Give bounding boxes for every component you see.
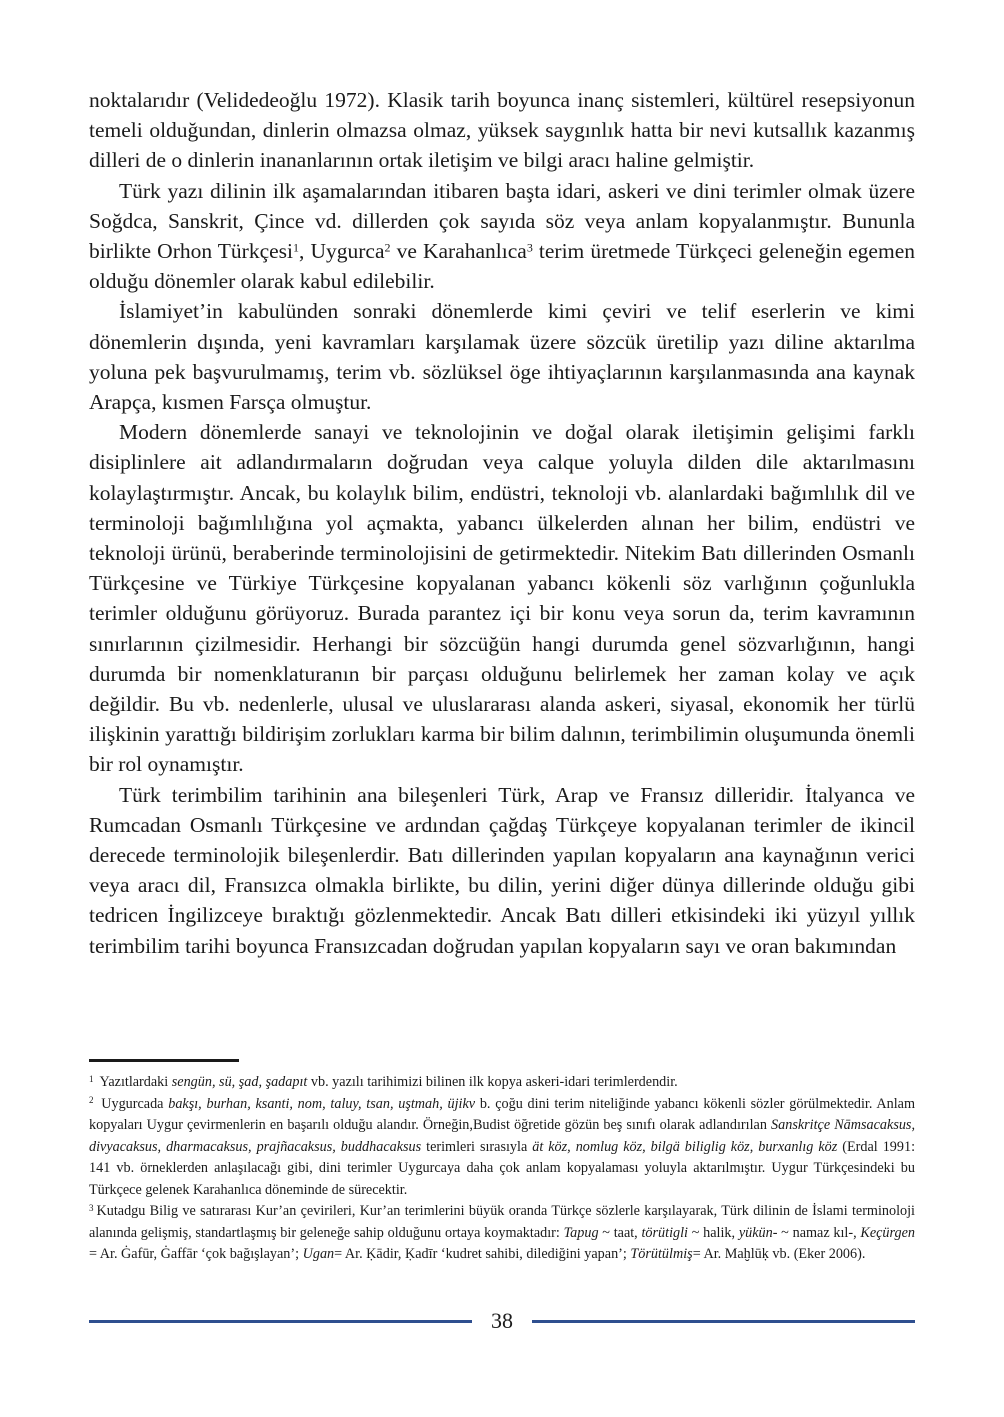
main-text: [89, 85, 915, 961]
page-footer: [89, 1306, 915, 1336]
footer-rule-left: [89, 1320, 472, 1323]
page-number: 38: [491, 1308, 513, 1333]
footnote-number: 2: [89, 1095, 94, 1106]
footnote-1: [89, 1072, 915, 1094]
footnote-text: vb. yazılı tarihimizi bilinen ilk kopya askeri-idari terimlerdendir.: [307, 1074, 678, 1090]
footer-rule-right: [532, 1320, 915, 1323]
paragraph-text: ve Karahanlıca: [390, 239, 527, 264]
paragraph: İslamiyet’in kabulünden sonraki dönemlerde kimi çeviri ve telif eserlerin ve kimi dönemlerin dışında, yeni kavramları karşılamak üzere sözcük üretilip yazı diline aktarılma yoluna pek başvurulmamış, terim vb. sözlüksel öge ihtiyaçlarının karşılanmasında ana kaynak Arapça, kısmen Farsça olmuştur.: [89, 299, 915, 415]
paragraph-text: Türk yazı dilinin ilk aşamalarından itibaren başta idari, askeri ve dini terimler olmak üzere Soğdca, Sanskrit, Çince vd. dillerden çok sayıda söz veya anlam kopyalanmıştır. Bununla birlikte Orhon Türkçesi: [89, 178, 915, 264]
footnote-separator: [89, 1059, 239, 1062]
paragraph: [89, 176, 915, 297]
footnote-italic: törütigli: [641, 1224, 688, 1241]
paragraph: Türk terimbilim tarihinin ana bileşenleri Türk, Arap ve Fransız dilleridir. İtalyanca ve Rumcadan Osmanlı Türkçesine ve ardından çağdaş Türkçeye kopyalanan terimler de ikincil derecede terminolojik bileşenlerdir. Batı dillerinden yapılan kopyaların ana kaynağının verici veya aracı dil, Fransızca olmakla birlikte, bu dilin, yerini diğer dünya dillerinde olduğu gibi tedricen İngilizceye bıraktığı gözlenmektedir. Ancak Batı dilleri etkisindeki iki yüzyıl yıllık terimbilim tarihi boyunca Fransızcadan doğrudan yapılan kopyaların sayı ve oran bakımından: [89, 782, 915, 958]
footnote-text: Kutadgu Bilig ve satırarası Kur’an çevirileri, Kur’an terimlerini büyük oranda Türkçe sözlerle karşılayarak, Türk dilinin de İslami terminoloji alanında gelişmiş, standartlaşmış bir geleneğe sahip olduğunu ortaya koymaktadır:: [89, 1203, 915, 1241]
footnote-text: = Ar. Ġafūr, Ġaffār ‘çok bağışlayan’;: [89, 1246, 303, 1262]
footnote-italic: ät köz, nomlug köz, bilgä biliglig köz, burxanlıg köz: [532, 1138, 838, 1155]
paragraph: Modern dönemlerde sanayi ve teknolojinin ve doğal olarak iletişimin gelişimi farklı disiplinlere ait adlandırmaların doğrudan veya calque yoluyla dilden dile aktarılmasını kolaylaştırmıştır. Ancak, bu kolaylık bilim, endüstri, teknoloji vb. alanlardaki bağımlılık dil ve terminoloji bağımlılığına yol açmakta, yabancı ülkelerden alınan her bilim, endüstri ve teknoloji ürünü, beraberinde terminolojisini de getirmektedir. Nitekim Batı dillerinden Osmanlı Türkçesine ve Türkiye Türkçesine kopyalanan yabancı kökenli söz varlığının çoğunlukla terimler olduğunu görüyoruz. Burada parantez içi bir konu veya sorun da, terim kavramının sınırlarının çizilmesidir. Herhangi bir sözcüğün hangi durumda genel sözvarlığının, hangi durumda bir nomenklaturanın bir parçası olduğunu belirlemek her zaman kolay ve açık değildir. Bu vb. nedenlerle, ulusal ve uluslararası alanda askeri, siyasal, ekonomik her türlü ilişkinin yarattığı bildirişim zorlukları karma bir bilim dalının, terimbilimin oluşumunda önemli bir rol oynamıştır.: [89, 420, 915, 777]
footnote-ref[interactable]: 2: [384, 240, 391, 255]
footnote-text: ~ namaz kıl-,: [777, 1224, 861, 1241]
footnote-text: Yazıtlardaki: [96, 1074, 172, 1090]
footnote-text: Uygurcada: [96, 1095, 169, 1112]
paragraph-text: , Uygurca: [299, 239, 385, 264]
footnote-italic: Ugan: [302, 1246, 335, 1262]
footnote-2: [89, 1094, 915, 1202]
footnote-text: = Ar. Ḳādir, Ḳadīr ‘kudret sahibi, dilediğini yapan’;: [334, 1246, 631, 1262]
footnote-number: 1: [89, 1073, 94, 1084]
footnote-text: terimleri sırasıyla: [421, 1138, 533, 1155]
footnote-text: ~ taat,: [598, 1224, 642, 1241]
paragraph-text: terim üretmede Türkçeci geleneğin egemen olduğu dönemler olarak kabul edilebilir.: [89, 239, 915, 294]
footnote-text: ~ halik,: [688, 1224, 739, 1241]
footnote-ref[interactable]: 3: [526, 240, 533, 255]
footnote-number: 3: [89, 1202, 94, 1213]
paragraph: noktalarıdır (Velidedeoğlu 1972). Klasik tarih boyunca inanç sistemleri, kültürel resepsiyonun temeli olduğundan, dinlerin olmazsa olmaz, yüksek saygınlık hatta bir nevi kutsallık kazanmış dilleri de o dinlerin inananlarının ortak iletişim ve bilgi aracı haline gelmiştir.: [89, 88, 915, 173]
footnote-italic: sengün, sü, şad, şadapıt: [171, 1074, 308, 1090]
footnote-italic: bakşı, burhan, ksanti, nom, taluy, tsan, uştmah, üjikv: [168, 1095, 476, 1112]
footnote-text: = Ar. Maḫlūḳ vb. (Eker 2006).: [692, 1246, 866, 1262]
footnote-text: (Erdal 1991: 141 vb. örneklerden anlaşılacağı gibi, dini terimler Uygurcaya daha çok anlam kopyalaması yoluyla aktarılmıştır. Uygur Türkçesindeki bu Türkçece gelenek Karahanlıca döneminde de sürecektir.: [89, 1138, 916, 1198]
footnotes: [89, 1072, 915, 1266]
footnote-italic: Törütülmiş: [630, 1246, 693, 1262]
footnote-italic: yükün-: [738, 1224, 778, 1241]
footnote-text: b. çoğu dini terim niteliğinde yabancı kökenli sözler görülmektedir. Anlam kopyaları Uygur çevirmenlerin en başarılı olduğu alandır. Örneğin,Budist öğretide gözün beş sınıfı olarak adlandırılan: [89, 1095, 915, 1133]
footnote-italic: Tapug: [563, 1224, 599, 1241]
footnote-italic: Keçürgen: [860, 1224, 915, 1241]
footnote-italic: Sanskritçe Nāmsacaksus, divyacaksus, dharmacaksus, prajñacaksus, buddhacaksus: [89, 1117, 916, 1155]
footnote-ref[interactable]: 1: [293, 240, 300, 255]
footnote-3: [89, 1201, 915, 1266]
